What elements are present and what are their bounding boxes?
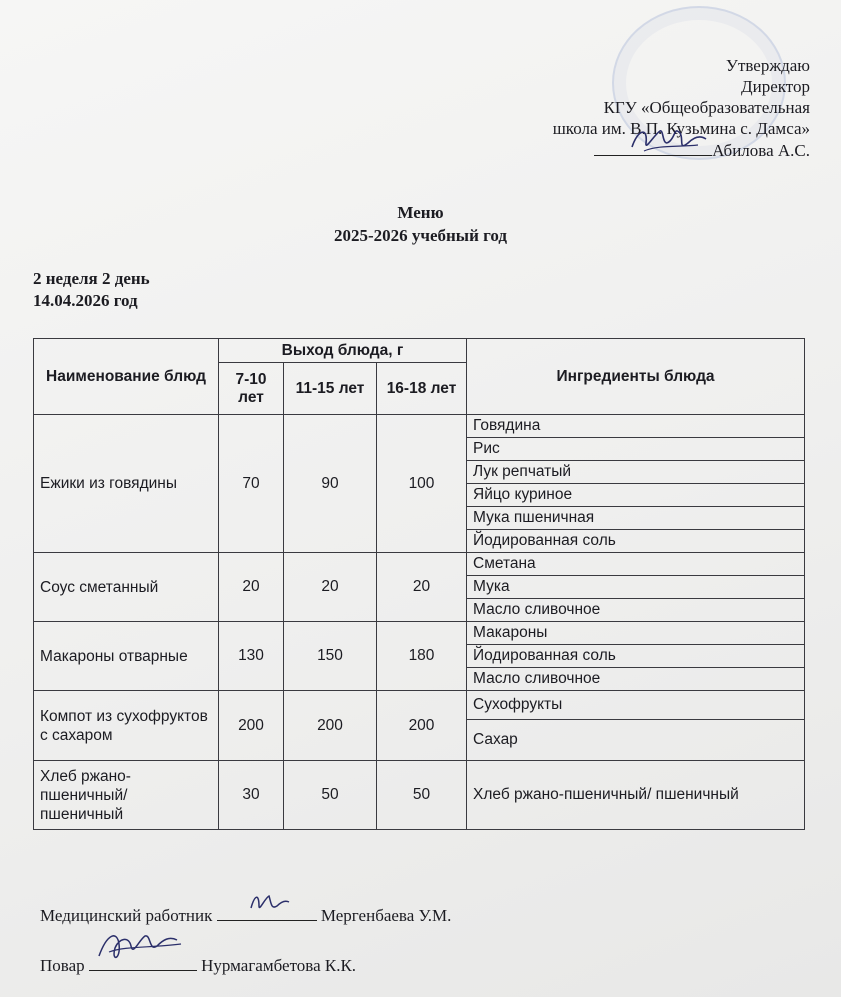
- ingredient-item: Йодированная соль: [467, 645, 805, 668]
- director-signature: [624, 121, 714, 157]
- ingredient-item: Мука пшеничная: [467, 507, 805, 530]
- yield-11-15: 150: [284, 622, 377, 691]
- approval-signature-row: [553, 139, 810, 161]
- director-name: Абилова А.С.: [712, 141, 810, 160]
- title-menu: Меню: [397, 203, 444, 222]
- medic-signature: [245, 888, 295, 918]
- ingredient-item: Мука: [467, 576, 805, 599]
- dish-name: Макароны отварные: [34, 622, 219, 691]
- header-yield: Выход блюда, г: [219, 339, 467, 363]
- director-signature-line: [594, 139, 712, 156]
- header-dish-name: Наименование блюд: [34, 339, 219, 415]
- yield-11-15: 50: [284, 761, 377, 830]
- ingredient-item: Сметана: [467, 553, 805, 576]
- dish-name: Соус сметанный: [34, 553, 219, 622]
- header-age-11-15: 11-15 лет: [284, 363, 377, 415]
- menu-date: 14.04.2026 год: [33, 291, 138, 310]
- yield-7-10: 200: [219, 691, 284, 761]
- title-year: 2025-2026 учебный год: [333, 226, 508, 245]
- yield-11-15: 90: [284, 415, 377, 553]
- header-ingredients: Ингредиенты блюда: [467, 339, 805, 415]
- yield-11-15: 20: [284, 553, 377, 622]
- table-row: [34, 691, 805, 720]
- header-age-7-10: 7-10 лет: [219, 363, 284, 415]
- approval-line-4: школа им. В.П. Кузьмина с. Дамса»: [552, 119, 810, 138]
- dish-name: Ежики из говядины: [34, 415, 219, 553]
- dish-name: Хлеб ржано-пшеничный/ пшеничный: [34, 761, 219, 830]
- approval-line-2: Директор: [741, 77, 810, 96]
- approval-block: [553, 55, 810, 161]
- yield-16-18: 50: [377, 761, 467, 830]
- yield-7-10: 20: [219, 553, 284, 622]
- ingredient-item: Макароны: [467, 622, 805, 645]
- ingredient-item: Масло сливочное: [467, 668, 805, 691]
- approval-line-1: Утверждаю: [725, 56, 810, 75]
- ingredient-item: Яйцо куриное: [467, 484, 805, 507]
- yield-7-10: 130: [219, 622, 284, 691]
- ingredient-item: Сахар: [467, 720, 805, 761]
- ingredient-item: Лук репчатый: [467, 461, 805, 484]
- ingredient-item: Говядина: [467, 415, 805, 438]
- ingredient-item: Хлеб ржано-пшеничный/ пшеничный: [467, 761, 805, 830]
- table-row: [34, 622, 805, 645]
- cook-label: Повар: [40, 956, 85, 975]
- cook-signature: [89, 926, 189, 968]
- medic-label: Медицинский работник: [40, 906, 213, 925]
- table-row: [34, 553, 805, 576]
- document-meta: [33, 268, 150, 312]
- approval-line-3: КГУ «Общеобразовательная: [603, 98, 810, 117]
- cook-name: Нурмагамбетова К.К.: [201, 956, 357, 975]
- medic-signature-line: [217, 904, 317, 921]
- medic-signature-row: [40, 904, 451, 926]
- table-row: [34, 761, 805, 830]
- yield-16-18: 100: [377, 415, 467, 553]
- ingredient-item: Сухофрукты: [467, 691, 805, 720]
- yield-11-15: 200: [284, 691, 377, 761]
- menu-table: [33, 338, 805, 830]
- header-age-16-18: 16-18 лет: [377, 363, 467, 415]
- table-row: [34, 415, 805, 438]
- ingredient-item: Рис: [467, 438, 805, 461]
- yield-7-10: 30: [219, 761, 284, 830]
- yield-16-18: 20: [377, 553, 467, 622]
- ingredient-item: Масло сливочное: [467, 599, 805, 622]
- cook-signature-row: [40, 954, 356, 976]
- document-title: [0, 201, 841, 247]
- yield-16-18: 180: [377, 622, 467, 691]
- dish-name: Компот из сухофруктов с сахаром: [34, 691, 219, 761]
- cook-signature-line: [89, 954, 197, 971]
- week-day: 2 неделя 2 день: [33, 269, 150, 288]
- ingredient-item: Йодированная соль: [467, 530, 805, 553]
- yield-16-18: 200: [377, 691, 467, 761]
- menu-table-body: [34, 415, 805, 830]
- yield-7-10: 70: [219, 415, 284, 553]
- medic-name: Мергенбаева У.М.: [320, 906, 452, 925]
